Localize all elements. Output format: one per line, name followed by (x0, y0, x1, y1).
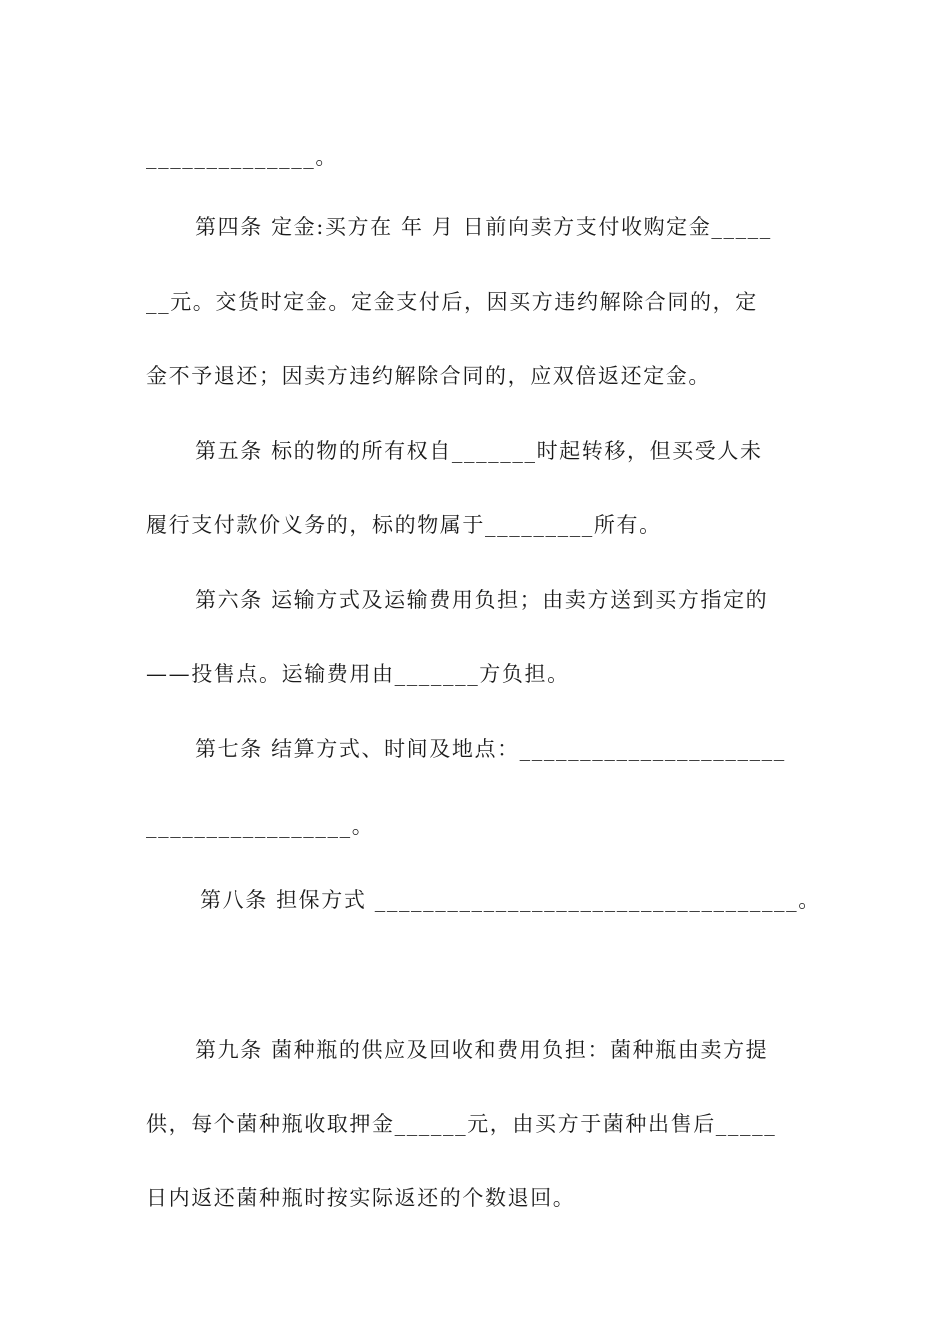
text-line (146, 510, 826, 540)
clause-4-heading-line (195, 212, 875, 242)
text-line-content: 第五条 标的物的所有权自_______时起转移，但买受人未 (195, 439, 763, 463)
text-line (146, 142, 826, 172)
text-line-content: _________________。 (146, 814, 375, 838)
text-line-content: ______________。 (146, 145, 338, 169)
clause-5-heading-line (195, 436, 875, 466)
text-line-content: 金不予退还；因卖方违约解除合同的，应双倍返还定金。 (146, 364, 711, 388)
text-line-content: 第七条 结算方式、时间及地点：______________________ (195, 737, 786, 761)
text-line-content: __元。交货时定金。定金支付后，因买方违约解除合同的，定 (146, 290, 758, 314)
text-line-content: 日内返还菌种瓶时按实际返还的个数退回。 (146, 1186, 576, 1210)
text-line (146, 659, 826, 689)
text-line-content: 供，每个菌种瓶收取押金______元，由买方于菌种出售后_____ (146, 1112, 777, 1136)
text-line-content: 第九条 菌种瓶的供应及回收和费用负担：菌种瓶由卖方提 (195, 1038, 769, 1062)
text-line-content: 第四条 定金:买方在 年 月 日前向卖方支付收购定金_____ (195, 215, 772, 239)
clause-7-heading-line (195, 734, 875, 764)
clause-9-heading-line (195, 1035, 875, 1065)
text-line (146, 361, 826, 391)
text-line-content: 第八条 担保方式 ___________________________________。 (200, 888, 821, 912)
text-line-content: 履行支付款价义务的，标的物属于_________所有。 (146, 513, 662, 537)
text-line-content: 第六条 运输方式及运输费用负担；由卖方送到买方指定的 (195, 588, 769, 612)
clause-6-heading-line (195, 585, 875, 615)
text-line (146, 1109, 826, 1139)
text-line (146, 811, 826, 841)
clause-8-heading-line (200, 885, 880, 915)
text-line-content: ——投售点。运输费用由_______方负担。 (146, 662, 570, 686)
text-line (146, 287, 826, 317)
text-line (146, 1183, 826, 1213)
